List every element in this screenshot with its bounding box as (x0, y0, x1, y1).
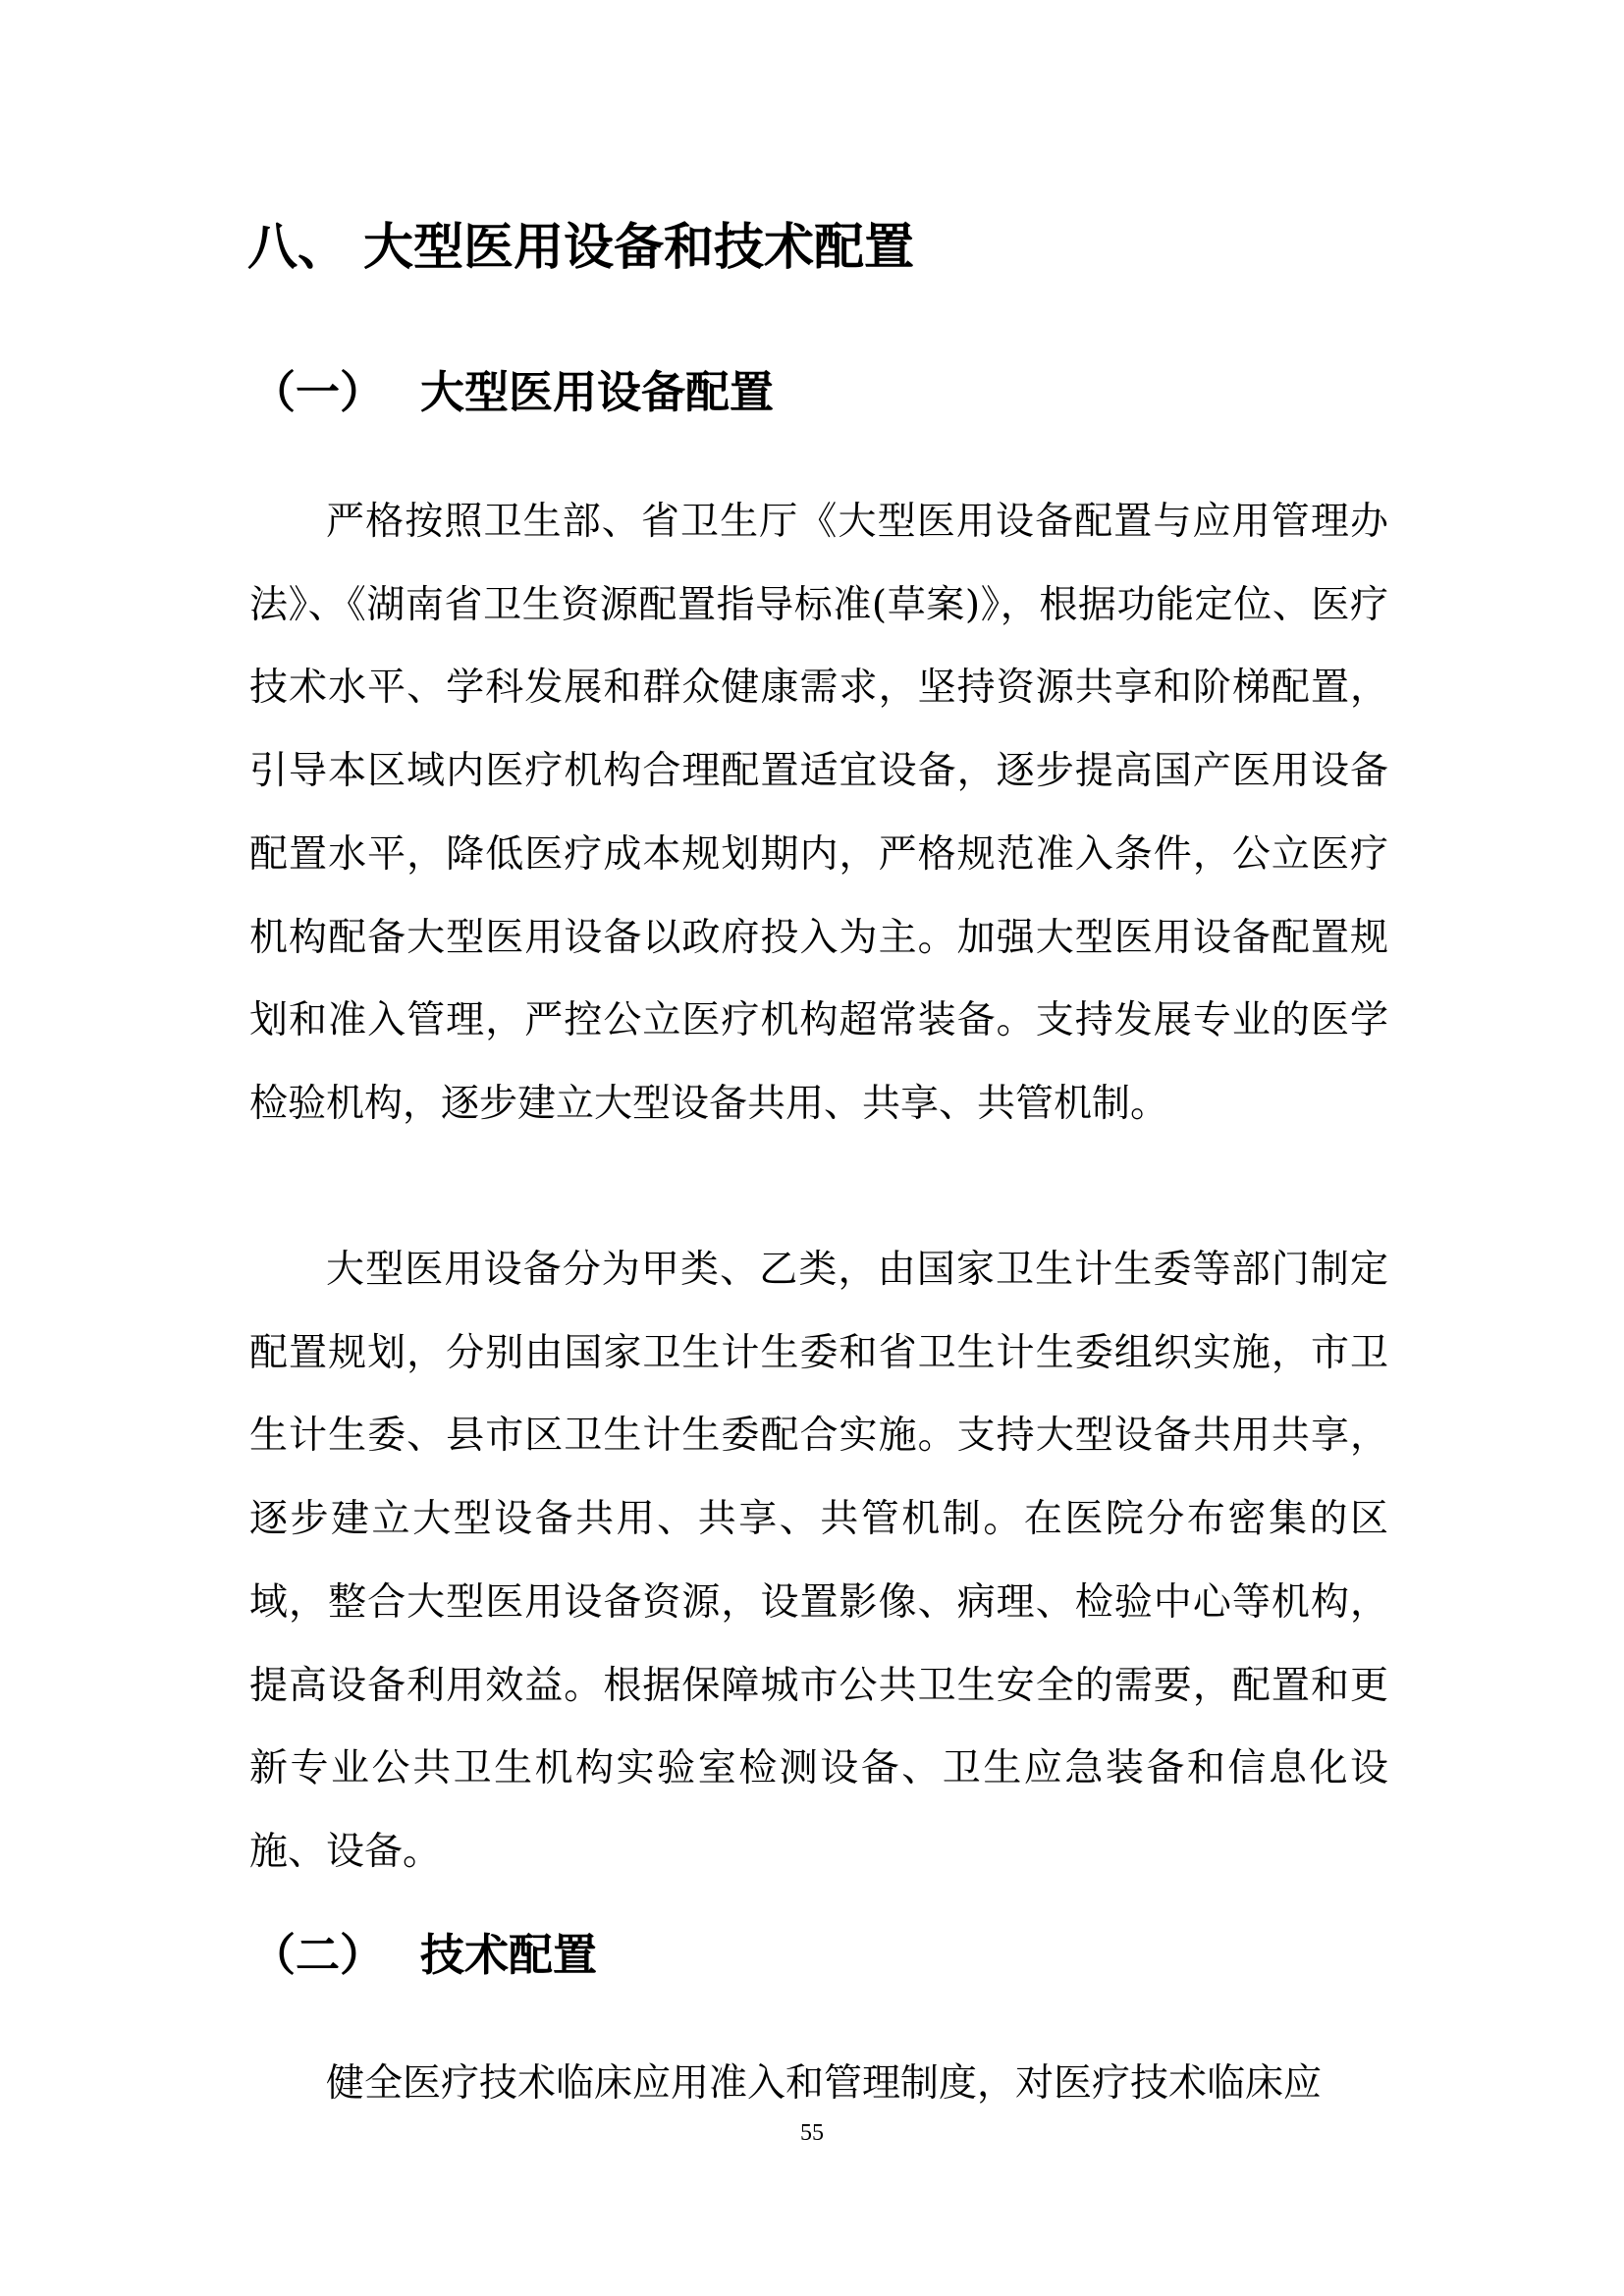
section-title: 技术配置 (420, 1929, 598, 1981)
body-paragraph: 健全医疗技术临床应用准入和管理制度，对医疗技术临床应 (326, 2061, 1323, 2106)
section-heading-1 (251, 363, 774, 422)
section-number: （二） (251, 1929, 385, 1981)
body-paragraph: 严格按照卫生部、省卫生厅《大型医用设备配置与应用管理办法》、《湖南省卫生资源配置指导标准(草案)》，根据功能定位、医疗技术水平、学科发展和群众健康需求，坚持资源共享和阶梯配置，引导本区域内医疗机构合理配置适宜设备，逐步提高国产医用设备配置水平，降低医疗成本规划期内，严格规范准入条件，公立医疗机构配备大型医用设备以政府投入为主。加强大型医用设备配置规划和准入管理，严控公立医疗机构超常装备。支持发展专业的医学检验机构，逐步建立大型设备共用、共享、共管机制。 (249, 500, 1388, 1126)
section-heading-2 (251, 1926, 597, 1985)
section-number: （一） (251, 366, 385, 418)
chapter-heading (247, 214, 914, 283)
body-paragraph: 大型医用设备分为甲类、乙类，由国家卫生计生委等部门制定配置规划，分别由国家卫生计生委和省卫生计生委组织实施，市卫生计生委、县市区卫生计生委配合实施。支持大型设备共用共享，逐步建立大型设备共用、共享、共管机制。在医院分布密集的区域，整合大型医用设备资源，设置影像、病理、检验中心等机构，提高设备利用效益。根据保障城市公共卫生安全的需要，配置和更新专业公共卫生机构实验室检测设备、卫生应急装备和信息化设施、设备。 (249, 1248, 1388, 1874)
chapter-title: 大型医用设备和技术配置 (363, 219, 915, 277)
section-title: 大型医用设备配置 (420, 366, 775, 418)
chapter-number: 八、 (247, 219, 349, 277)
page-number: 55 (800, 2120, 824, 2146)
